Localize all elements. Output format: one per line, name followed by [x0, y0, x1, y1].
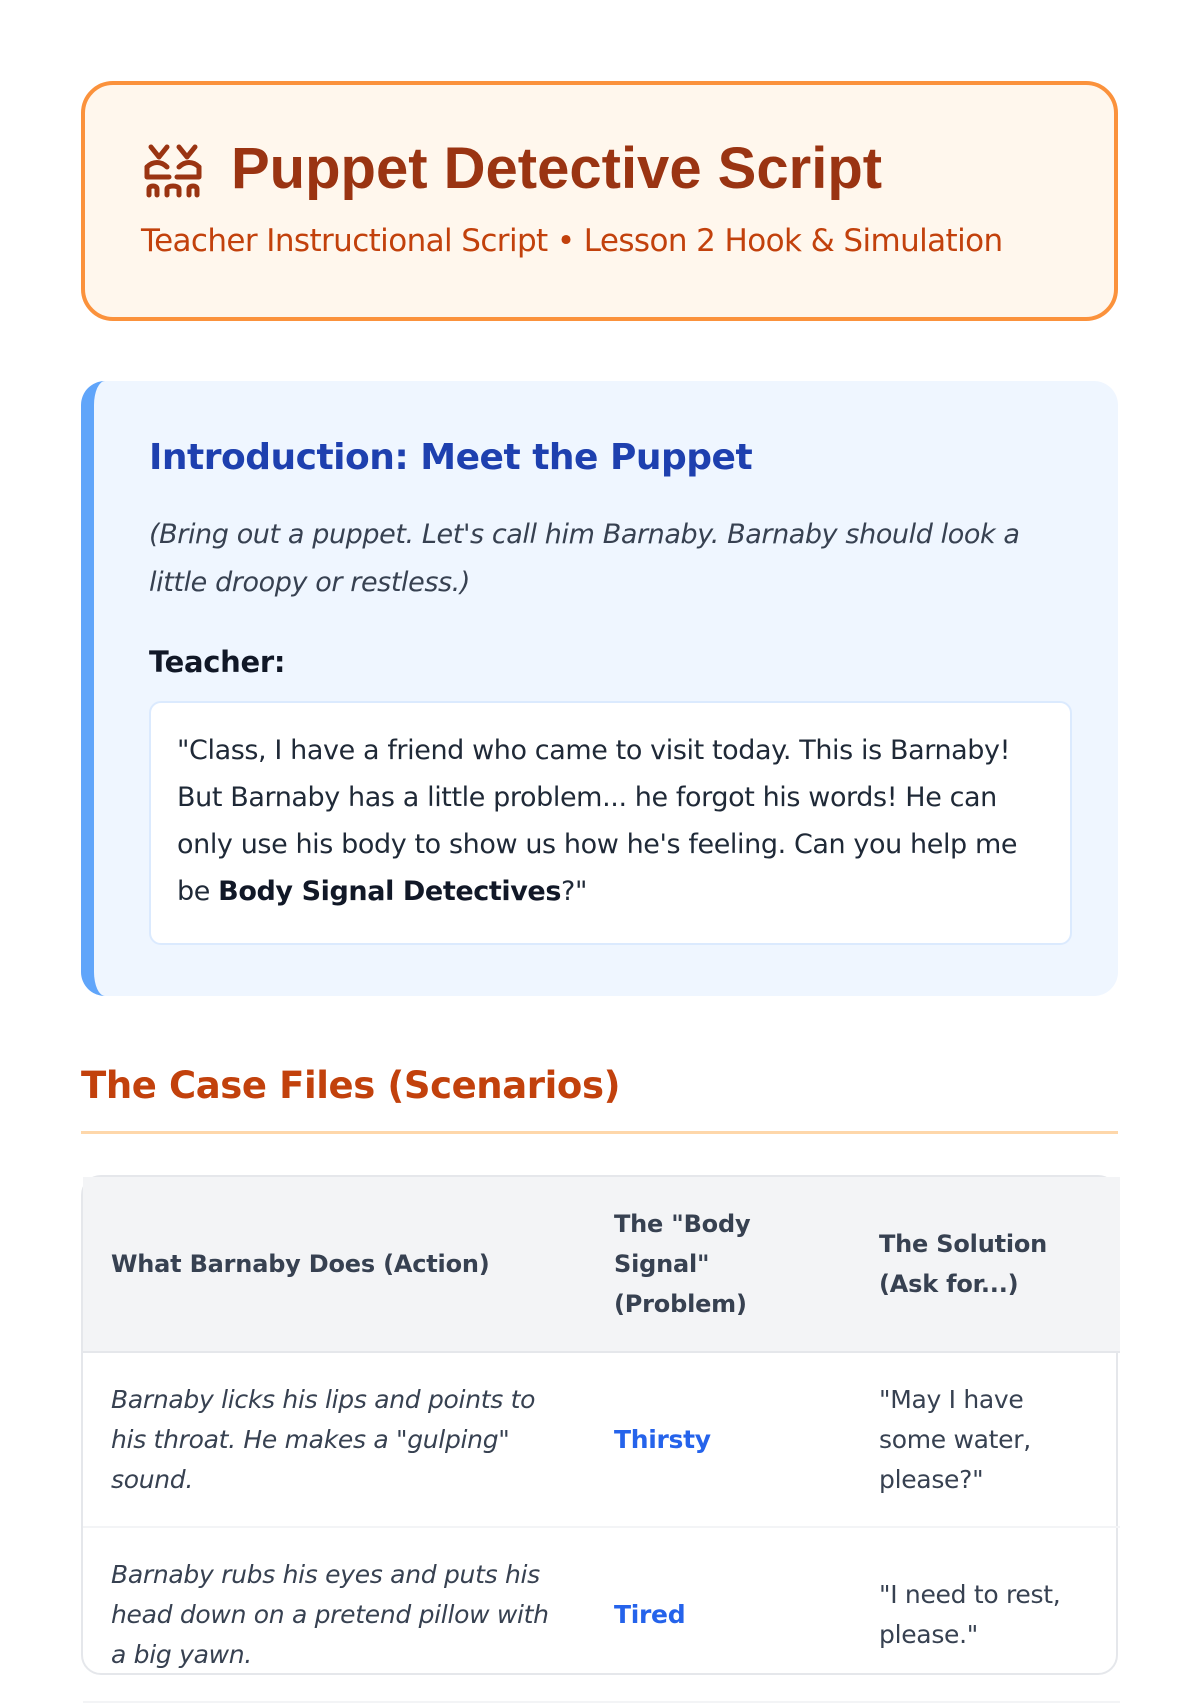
speaker-label: Teacher:: [149, 645, 286, 679]
puppet-icon: [141, 137, 205, 201]
page-subtitle: Teacher Instructional Script • Lesson 2 Hook & Simulation: [141, 223, 1003, 259]
action-cell: Barnaby rubs his eyes and puts his head down on a pretend pillow with a big yawn.: [83, 1527, 586, 1702]
section-divider: [81, 1131, 1118, 1134]
case-files-heading: The Case Files (Scenarios): [81, 1064, 621, 1107]
introduction-card: [81, 381, 1118, 996]
scenarios-table: [83, 1177, 1120, 1703]
quote-ending: ?": [561, 876, 587, 907]
solution-cell: "May I have some water, please?": [851, 1352, 1120, 1527]
table-row: [83, 1352, 1120, 1527]
introduction-heading: Introduction: Meet the Puppet: [149, 437, 753, 478]
column-header-solution: The Solution (Ask for...): [851, 1177, 1120, 1352]
stage-direction: (Bring out a puppet. Let's call him Barnaby. Barnaby should look a little droopy or restless.): [149, 519, 1020, 598]
page-title: Puppet Detective Script: [231, 136, 883, 201]
case-files-table: [81, 1175, 1118, 1675]
column-header-action: What Barnaby Does (Action): [83, 1177, 586, 1352]
action-cell: Barnaby licks his lips and points to his throat. He makes a "gulping" sound.: [83, 1352, 586, 1527]
header-card: [81, 81, 1118, 321]
table-row: [83, 1527, 1120, 1702]
signal-cell: Tired: [586, 1527, 851, 1702]
signal-cell: Thirsty: [586, 1352, 851, 1527]
column-header-signal: The "Body Signal" (Problem): [586, 1177, 851, 1352]
quote-text: "Class, I have a friend who came to visit today. This is Barnaby! But Barnaby has a little problem... he forgot his words! He can only use his body to show us how he's feeling. Can you help me be: [177, 735, 1018, 907]
solution-cell: "I need to rest, please.": [851, 1527, 1120, 1702]
title-row: [141, 137, 882, 201]
quote-emphasis: Body Signal Detectives: [218, 876, 562, 907]
teacher-quote: [149, 701, 1072, 945]
table-header-row: [83, 1177, 1120, 1352]
